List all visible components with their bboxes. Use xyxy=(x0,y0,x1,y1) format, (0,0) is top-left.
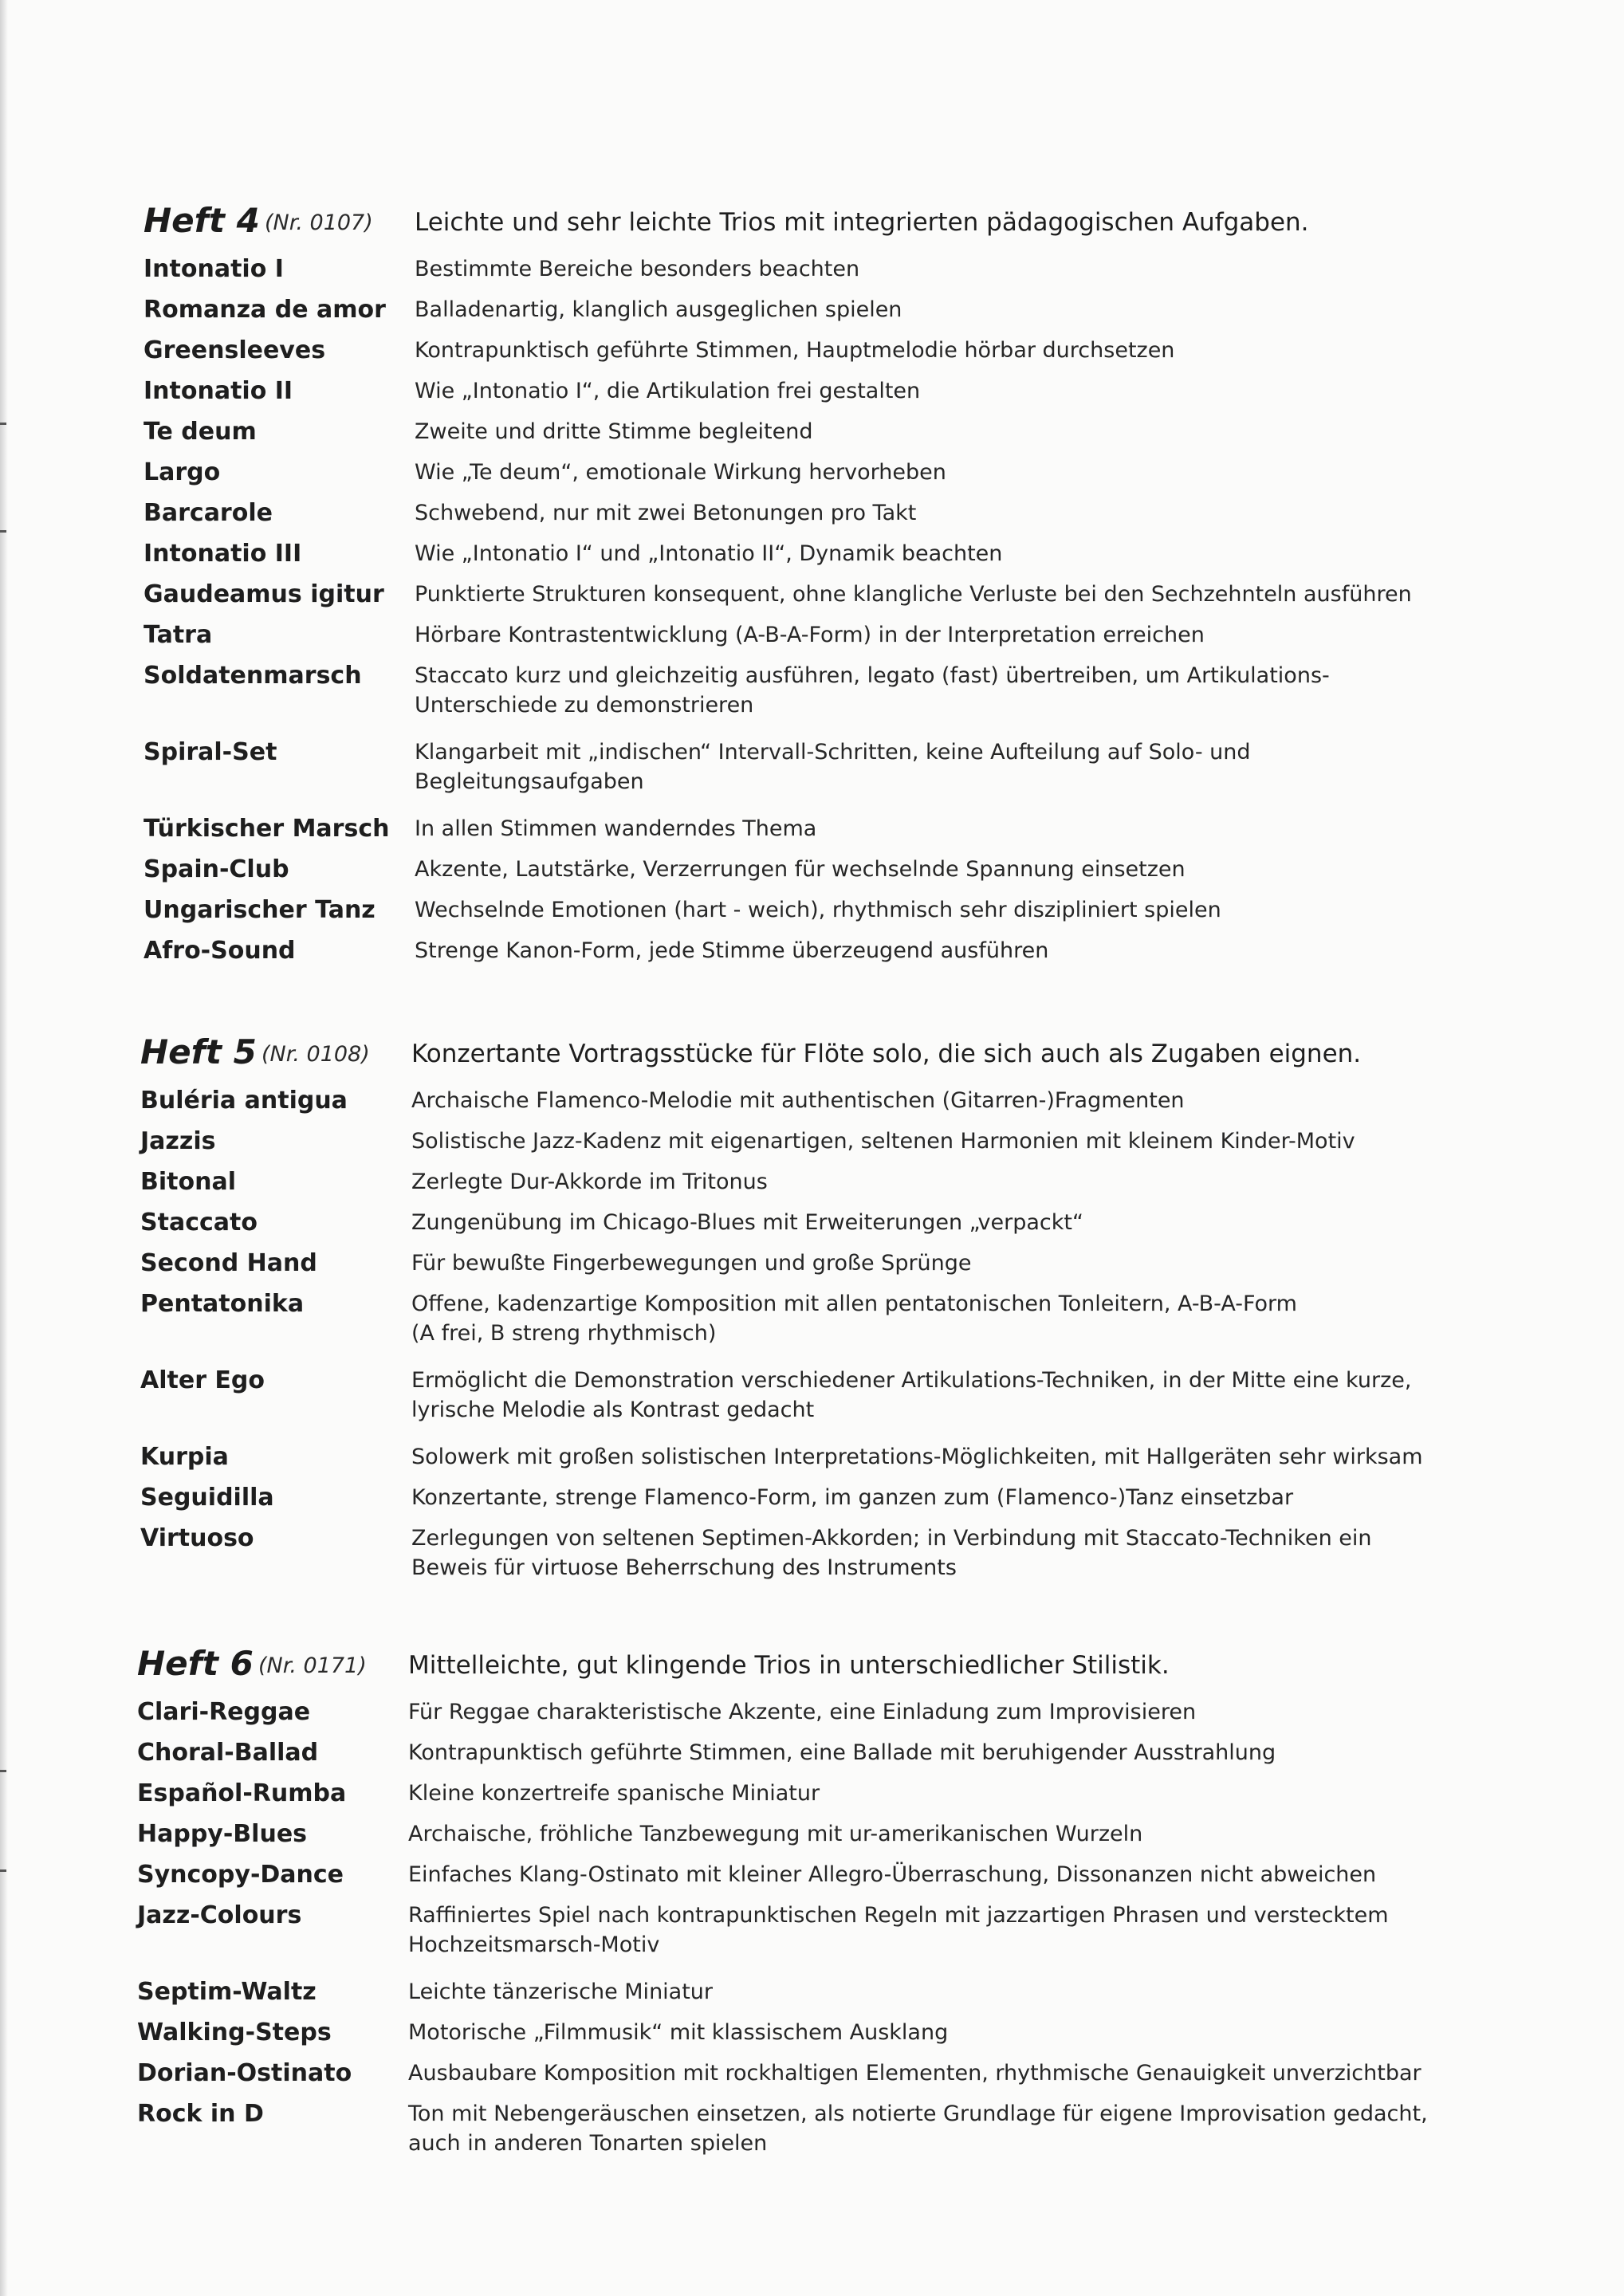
list-item xyxy=(140,1162,1496,1202)
piece-description: Akzente, Lautstärke, Verzerrungen für wechselnde Spannung einsetzen xyxy=(415,857,1186,882)
piece-list xyxy=(144,249,1499,971)
list-item xyxy=(140,1284,1496,1360)
piece-description: Raffiniertes Spiel nach kontrapunktischen Regeln mit jazzartigen Phrasen und verstecktem Hochzeitsmarsch-Motiv xyxy=(408,1903,1389,1957)
margin-mark xyxy=(0,1770,6,1772)
piece-title: Kurpia xyxy=(140,1443,229,1471)
piece-description: Wechselnde Emotionen (hart - weich), rhythmisch sehr diszipliniert spielen xyxy=(415,898,1221,922)
piece-list xyxy=(137,1692,1492,2170)
piece-description: Offene, kadenzartige Komposition mit allen pentatonischen Tonleitern, A-B-A-Form (A frei, B streng rhythmisch) xyxy=(411,1292,1297,1346)
list-item xyxy=(140,1121,1496,1162)
piece-title: Septim-Waltz xyxy=(137,1978,317,2006)
piece-description: In allen Stimmen wanderndes Thema xyxy=(415,816,817,841)
piece-title: Intonatio III xyxy=(144,540,302,568)
list-item xyxy=(140,1437,1496,1477)
list-item xyxy=(137,1854,1492,1895)
piece-description: Kontrapunktisch geführte Stimmen, Hauptmelodie hörbar durchsetzen xyxy=(415,338,1175,363)
list-item xyxy=(137,2094,1492,2170)
piece-title: Happy-Blues xyxy=(137,1820,308,1848)
list-item xyxy=(137,2053,1492,2094)
list-item xyxy=(144,249,1499,289)
heft-number: (Nr. 0171) xyxy=(258,1653,367,1678)
heft-title: Heft 4 xyxy=(144,201,260,240)
list-item xyxy=(140,1202,1496,1243)
heft-title: Heft 5 xyxy=(140,1032,257,1071)
list-item xyxy=(144,411,1499,452)
piece-description: Wie „Intonatio I“ und „Intonatio II“, Dynamik beachten xyxy=(415,541,1003,566)
piece-title: Intonatio I xyxy=(144,255,284,283)
list-item xyxy=(144,371,1499,411)
heft-number: (Nr. 0107) xyxy=(265,210,373,235)
piece-description: Kontrapunktisch geführte Stimmen, eine Ballade mit beruhigender Ausstrahlung xyxy=(408,1740,1276,1765)
piece-description: Hörbare Kontrastentwicklung (A-B-A-Form) in der Interpretation erreichen xyxy=(415,623,1205,647)
piece-description: Zweite und dritte Stimme begleitend xyxy=(415,419,813,444)
piece-title: Syncopy-Dance xyxy=(137,1861,344,1889)
list-item xyxy=(137,1692,1492,1732)
piece-description: Klangarbeit mit „indischen“ Intervall-Schritten, keine Aufteilung auf Solo- und Begleitungsaufgaben xyxy=(415,740,1251,794)
section-header xyxy=(144,201,1499,249)
piece-description: Motorische „Filmmusik“ mit klassischem Ausklang xyxy=(408,2020,949,2045)
piece-title: Second Hand xyxy=(140,1249,317,1277)
piece-title: Türkischer Marsch xyxy=(144,815,390,843)
list-item xyxy=(144,289,1499,330)
list-item xyxy=(137,1972,1492,2012)
piece-title: Pentatonika xyxy=(140,1290,305,1318)
piece-title: Greensleeves xyxy=(144,336,326,364)
list-item xyxy=(137,2012,1492,2053)
piece-title: Intonatio II xyxy=(144,377,293,405)
list-item xyxy=(140,1477,1496,1518)
piece-title: Español-Rumba xyxy=(137,1779,347,1807)
piece-title: Bitonal xyxy=(140,1168,236,1196)
section-heft-5 xyxy=(140,1032,1496,1594)
piece-title: Jazz-Colours xyxy=(137,1901,302,1929)
piece-description: Kleine konzertreife spanische Miniatur xyxy=(408,1781,820,1806)
list-item xyxy=(144,574,1499,615)
margin-mark xyxy=(0,1869,6,1872)
list-item xyxy=(137,1895,1492,1972)
page-edge xyxy=(0,0,8,2296)
section-header xyxy=(137,1644,1492,1692)
piece-description: Solowerk mit großen solistischen Interpretations-Möglichkeiten, mit Hallgeräten sehr wirksam xyxy=(411,1445,1423,1469)
piece-description: Punktierte Strukturen konsequent, ohne klangliche Verluste bei den Sechzehnteln ausführen xyxy=(415,582,1412,607)
margin-mark xyxy=(0,423,6,425)
piece-description: Zerlegungen von seltenen Septimen-Akkorden; in Verbindung mit Staccato-Techniken ein Beweis für virtuose Beherrschung des Instruments xyxy=(411,1526,1372,1580)
list-item xyxy=(144,493,1499,533)
piece-description: Für bewußte Fingerbewegungen und große Sprünge xyxy=(411,1251,972,1276)
list-item xyxy=(144,890,1499,930)
heft-number: (Nr. 0108) xyxy=(261,1042,370,1067)
section-header xyxy=(140,1032,1496,1080)
list-item xyxy=(137,1732,1492,1773)
piece-title: Choral-Ballad xyxy=(137,1739,319,1767)
heft-description: Konzertante Vortragsstücke für Flöte solo, die sich auch als Zugaben eignen. xyxy=(411,1040,1362,1068)
list-item xyxy=(140,1518,1496,1594)
piece-description: Staccato kurz und gleichzeitig ausführen, legato (fast) übertreiben, um Artikulations- Unterschiede zu demonstrieren xyxy=(415,663,1330,718)
list-item xyxy=(144,533,1499,574)
piece-title: Dorian-Ostinato xyxy=(137,2059,352,2087)
piece-title: Spiral-Set xyxy=(144,738,277,766)
piece-title: Tatra xyxy=(144,621,213,649)
piece-description: Ausbaubare Komposition mit rockhaltigen Elementen, rhythmische Genauigkeit unverzichtbar xyxy=(408,2061,1421,2086)
piece-title: Buléria antigua xyxy=(140,1087,348,1115)
piece-description: Einfaches Klang-Ostinato mit kleiner Allegro-Überraschung, Dissonanzen nicht abweichen xyxy=(408,1862,1377,1887)
piece-title: Spain-Club xyxy=(144,855,289,883)
heft-title: Heft 6 xyxy=(137,1644,254,1683)
piece-description: Ermöglicht die Demonstration verschiedener Artikulations-Techniken, in der Mitte eine kurze, lyrische Melodie als Kontrast gedacht xyxy=(411,1368,1412,1422)
piece-title: Walking-Steps xyxy=(137,2019,332,2046)
list-item xyxy=(144,808,1499,849)
piece-title: Rock in D xyxy=(137,2100,264,2128)
margin-mark xyxy=(0,530,6,533)
piece-title: Virtuoso xyxy=(140,1524,254,1552)
list-item xyxy=(144,849,1499,890)
list-item xyxy=(144,732,1499,808)
list-item xyxy=(144,452,1499,493)
list-item xyxy=(144,655,1499,732)
piece-description: Archaische Flamenco-Melodie mit authentischen (Gitarren-)Fragmenten xyxy=(411,1088,1185,1113)
heft-description: Leichte und sehr leichte Trios mit integrierten pädagogischen Aufgaben. xyxy=(415,208,1309,237)
piece-description: Balladenartig, klanglich ausgeglichen spielen xyxy=(415,297,902,322)
piece-description: Ton mit Nebengeräuschen einsetzen, als notierte Grundlage für eigene Improvisation gedacht, auch in anderen Tonarten spielen xyxy=(408,2101,1428,2156)
piece-title: Gaudeamus igitur xyxy=(144,580,384,608)
piece-description: Für Reggae charakteristische Akzente, eine Einladung zum Improvisieren xyxy=(408,1700,1197,1724)
piece-description: Strenge Kanon-Form, jede Stimme überzeugend ausführen xyxy=(415,938,1049,963)
list-item xyxy=(140,1360,1496,1437)
piece-title: Alter Ego xyxy=(140,1366,265,1394)
piece-description: Archaische, fröhliche Tanzbewegung mit ur-amerikanischen Wurzeln xyxy=(408,1822,1143,1846)
piece-title: Largo xyxy=(144,458,221,486)
piece-title: Afro-Sound xyxy=(144,937,296,965)
list-item xyxy=(137,1814,1492,1854)
list-item xyxy=(137,1773,1492,1814)
piece-list xyxy=(140,1080,1496,1594)
piece-title: Te deum xyxy=(144,418,257,446)
piece-title: Staccato xyxy=(140,1209,258,1236)
piece-description: Konzertante, strenge Flamenco-Form, im ganzen zum (Flamenco-)Tanz einsetzbar xyxy=(411,1485,1294,1510)
piece-description: Solistische Jazz-Kadenz mit eigenartigen, seltenen Harmonien mit kleinem Kinder-Motiv xyxy=(411,1129,1355,1154)
piece-title: Barcarole xyxy=(144,499,273,527)
piece-title: Jazzis xyxy=(140,1127,216,1155)
list-item xyxy=(144,930,1499,971)
heft-description: Mittelleichte, gut klingende Trios in unterschiedlicher Stilistik. xyxy=(408,1651,1170,1680)
piece-description: Zungenübung im Chicago-Blues mit Erweiterungen „verpackt“ xyxy=(411,1210,1083,1235)
piece-title: Ungarischer Tanz xyxy=(144,896,376,924)
piece-title: Romanza de amor xyxy=(144,296,386,324)
piece-title: Clari-Reggae xyxy=(137,1698,311,1726)
list-item xyxy=(144,330,1499,371)
list-item xyxy=(140,1080,1496,1121)
piece-description: Wie „Te deum“, emotionale Wirkung hervorheben xyxy=(415,460,946,485)
list-item xyxy=(144,615,1499,655)
piece-title: Soldatenmarsch xyxy=(144,662,362,690)
piece-description: Zerlegte Dur-Akkorde im Tritonus xyxy=(411,1170,768,1194)
piece-description: Wie „Intonatio I“, die Artikulation frei gestalten xyxy=(415,379,921,403)
list-item xyxy=(140,1243,1496,1284)
piece-title: Seguidilla xyxy=(140,1484,274,1512)
piece-description: Leichte tänzerische Miniatur xyxy=(408,1980,714,2004)
piece-description: Bestimmte Bereiche besonders beachten xyxy=(415,257,860,281)
section-heft-6 xyxy=(137,1644,1492,2170)
section-heft-4 xyxy=(144,201,1499,971)
piece-description: Schwebend, nur mit zwei Betonungen pro Takt xyxy=(415,501,917,525)
